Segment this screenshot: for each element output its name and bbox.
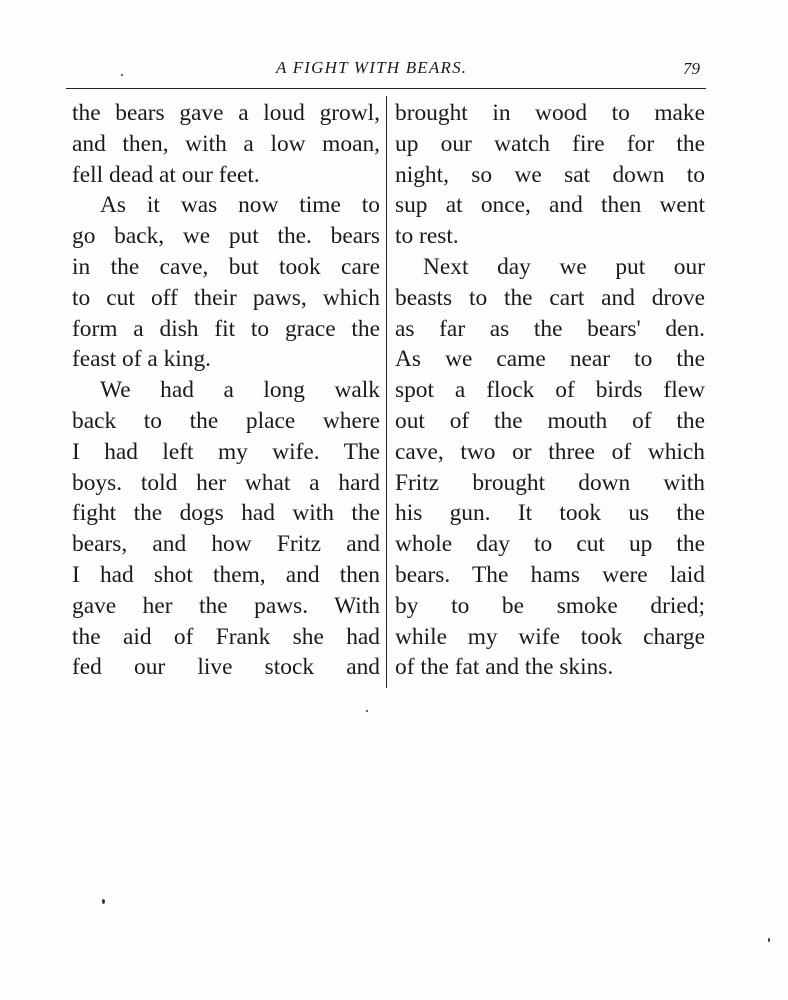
text-line: whole day to cut up the <box>395 531 705 558</box>
text-line: bears. The hams were laid <box>395 561 705 588</box>
print-speck <box>102 899 105 904</box>
text-line: go back, we put the. bears <box>72 223 380 250</box>
text-line: feast of a king. <box>72 346 211 373</box>
text-line: to cut off their paws, which <box>72 284 380 311</box>
text-line: spot a flock of birds flew <box>395 377 705 404</box>
text-line: I had shot them, and then <box>72 561 380 588</box>
text-line: of the fat and the skins. <box>395 654 614 681</box>
text-line: the aid of Frank she had <box>72 623 380 650</box>
column-divider <box>386 96 387 688</box>
text-line: his gun. It took us the <box>395 500 705 527</box>
text-line: I had left my wife. The <box>72 438 380 465</box>
text-line: and then, with a low moan, <box>72 130 380 157</box>
text-line: night, so we sat down to <box>395 161 705 188</box>
print-speck <box>366 710 368 712</box>
text-line: the bears gave a loud growl, <box>72 100 380 126</box>
text-line: brought in wood to make <box>395 100 705 126</box>
text-line: as far as the bears' den. <box>395 315 705 342</box>
text-line: Next day we put our <box>423 253 705 280</box>
text-line: boys. told her what a hard <box>72 469 380 496</box>
print-speck <box>768 938 770 942</box>
text-line: up our watch fire for the <box>395 130 705 157</box>
text-line: sup at once, and then went <box>395 192 705 219</box>
text-line: As we came near to the <box>395 346 705 373</box>
text-line: out of the mouth of the <box>395 407 705 434</box>
text-line: bears, and how Fritz and <box>72 531 380 558</box>
text-line: form a dish fit to grace the <box>72 315 380 342</box>
text-line: back to the place where <box>72 407 380 434</box>
text-line: Fritz brought down with <box>395 469 705 496</box>
text-line: gave her the paws. With <box>72 592 380 619</box>
text-line: by to be smoke dried; <box>395 592 705 619</box>
text-line: fed our live stock and <box>72 654 380 681</box>
text-line: while my wife took charge <box>395 623 705 650</box>
print-speck <box>121 74 123 76</box>
left-column <box>72 98 380 683</box>
page-number: 79 <box>683 59 700 78</box>
right-column <box>395 98 705 683</box>
text-line: As it was now time to <box>100 192 380 219</box>
text-line: We had a long walk <box>100 377 380 404</box>
text-line: beasts to the cart and drove <box>395 284 705 311</box>
header-rule <box>66 88 706 89</box>
running-title: A FIGHT WITH BEARS. <box>276 58 468 77</box>
text-line: fight the dogs had with the <box>72 500 380 527</box>
text-line: fell dead at our feet. <box>72 161 260 188</box>
text-line: in the cave, but took care <box>72 253 380 280</box>
text-line: to rest. <box>395 223 459 250</box>
text-line: cave, two or three of which <box>395 438 705 465</box>
running-head <box>0 58 788 82</box>
